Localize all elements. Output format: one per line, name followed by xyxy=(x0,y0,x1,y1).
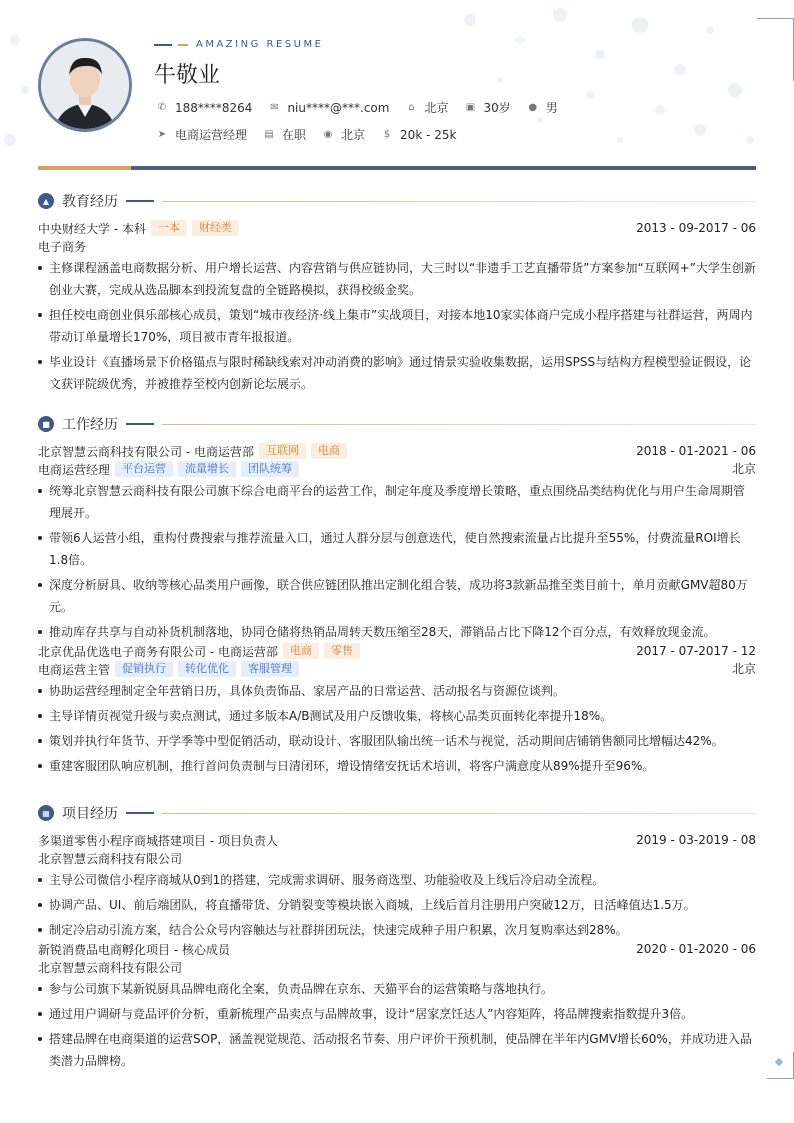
list-item: 主导公司微信小程序商城从0到1的搭建，完成需求调研、服务商选型、功能验收及上线后冷启动全流程。 xyxy=(38,869,756,891)
date-range: 2013 - 09-2017 - 06 xyxy=(636,221,756,235)
project-org-row xyxy=(38,958,756,976)
list-item: 推动库存共享与自动补货机制落地，协同仓储将热销品周转天数压缩至28天，滞销品占比下降12个百分点，有效释放现金流。 xyxy=(38,621,756,643)
section-header xyxy=(38,803,756,823)
major-row xyxy=(38,237,756,255)
gender-icon: ● xyxy=(528,102,538,113)
date-range: 2018 - 01-2021 - 06 xyxy=(636,444,756,458)
send-icon: ➤ xyxy=(157,129,167,140)
section-header xyxy=(38,191,756,211)
city: 北京 xyxy=(731,462,756,476)
list-item: 重建客服团队响应机制，推行首问负责制与日清闭环，增设情绪安抚话术培训，将客户满意度从89%提升至96%。 xyxy=(38,755,756,777)
header-divider xyxy=(38,166,756,170)
tag: 电商 xyxy=(311,443,347,459)
list-item: 深度分析厨具、收纳等核心品类用户画像，联合供应链团队推出定制化组合装，成功将3款新品推至类目前十，单月贡献GMV超80万元。 xyxy=(38,574,756,618)
list-item: 协助运营经理制定全年营销日历，具体负责饰品、家居产品的日常运营、活动报名与资源位谈判。 xyxy=(38,680,756,702)
list-item: 协调产品、UI、前后端团队，将直播带货、分销裂变等模块嵌入商城，上线后首月注册用户突破12万，日活峰值达1.5万。 xyxy=(38,894,756,916)
tag: 互联网 xyxy=(259,443,306,459)
tag: 流量增长 xyxy=(178,461,236,477)
job-intent-row xyxy=(156,126,472,143)
project-bullets xyxy=(38,869,756,941)
corner-decoration-top xyxy=(757,18,794,81)
home-icon: ⌂ xyxy=(408,102,415,113)
project-name: 新锐消费品电商孵化项目 - 核心成员 xyxy=(38,942,230,957)
job-bullets xyxy=(38,480,756,643)
major: 电子商务 xyxy=(38,239,87,254)
company-name: 北京智慧云商科技有限公司 - 电商运营部 xyxy=(38,444,254,459)
tag: 电商 xyxy=(283,643,319,659)
section-title: 教育经历 xyxy=(62,194,118,210)
location-item: ◉ 北京 xyxy=(323,128,366,142)
position-item: ➤ 电商运营经理 xyxy=(157,128,248,142)
project-row xyxy=(38,940,756,958)
project-org: 北京智慧云商科技有限公司 xyxy=(38,851,183,866)
job-bullets xyxy=(38,680,756,777)
tag: 零售 xyxy=(324,643,360,659)
list-item: 通过用户调研与竞品评价分析，重新梳理产品卖点与品牌故事，设计“居家烹饪达人”内容矩阵，将品牌搜索指数提升3倍。 xyxy=(38,1003,756,1025)
company-name: 北京优品优选电子商务有限公司 - 电商运营部 xyxy=(38,644,278,659)
phone-icon: ✆ xyxy=(157,102,167,113)
education-bullets xyxy=(38,257,756,395)
mail-icon: ✉ xyxy=(270,102,279,113)
grid-icon: ▦ xyxy=(38,805,54,821)
list-item: 搭建品牌在电商渠道的运营SOP，涵盖视觉规范、活动报名节奏、用户评价干预机制，使品牌在半年内GMV增长60%，并成功进入品类潜力品牌榜。 xyxy=(38,1028,756,1072)
gender-item: ● 男 xyxy=(528,101,558,115)
company-row xyxy=(38,442,756,460)
role-row xyxy=(38,460,756,478)
list-item: 参与公司旗下某新锐厨具品牌电商化全案，负责品牌在京东、天猫平台的运营策略与落地执行。 xyxy=(38,978,756,1000)
school-name: 中央财经大学 - 本科 xyxy=(38,221,146,236)
city: 北京 xyxy=(731,662,756,676)
list-item: 策划并执行年货节、开学季等中型促销活动，联动设计、客服团队输出统一话术与视觉，活动期间店铺销售额同比增幅达42%。 xyxy=(38,730,756,752)
resume-header xyxy=(38,36,756,166)
tag: 财经类 xyxy=(192,220,239,236)
project-org-row xyxy=(38,849,756,867)
project-org: 北京智慧云商科技有限公司 xyxy=(38,960,183,975)
location-icon: ◉ xyxy=(323,129,333,140)
list-item: 带领6人运营小组，重构付费搜索与推荐流量入口，通过人群分层与创意迭代，使自然搜索流量占比提升至55%，付费流量ROI增长1.8倍。 xyxy=(38,527,756,571)
project-section xyxy=(38,803,756,1075)
age-item: ▣ 30岁 xyxy=(465,101,511,115)
list-item: 统筹北京智慧云商科技有限公司旗下综合电商平台的运营工作，制定年度及季度增长策略，重点围绕品类结构优化与用户生命周期管理展开。 xyxy=(38,480,756,524)
role-row xyxy=(38,660,756,678)
role-title: 电商运营经理 xyxy=(38,462,111,477)
contact-row xyxy=(156,99,574,116)
tag: 一本 xyxy=(151,220,187,236)
list-item: 毕业设计《直播场景下价格锚点与限时稀缺线索对冲动消费的影响》通过情景实验收集数据，运用SPSS与结构方程模型验证假设，论文获评院级优秀，并被推荐至校内创新论坛展示。 xyxy=(38,351,756,395)
list-item: 担任校电商创业俱乐部核心成员，策划“城市夜经济·线上集市”实战项目，对接本地10家实体商户完成小程序搭建与社群运营，两周内带动订单量增长170%，项目被市青年报报道。 xyxy=(38,304,756,348)
briefcase-icon: ▤ xyxy=(264,129,274,140)
project-name: 多渠道零售小程序商城搭建项目 - 项目负责人 xyxy=(38,833,278,848)
candidate-name: 牛敬业 xyxy=(154,63,221,88)
graduation-cap-icon: ▲ xyxy=(38,193,54,209)
section-title: 项目经历 xyxy=(62,806,118,822)
briefcase-icon: ■ xyxy=(38,416,54,432)
salary-icon: $ xyxy=(383,129,391,140)
education-section xyxy=(38,191,756,398)
avatar xyxy=(38,38,132,132)
email-item: ✉ niu****@***.com xyxy=(270,100,390,115)
school-row xyxy=(38,219,756,237)
company-row xyxy=(38,642,756,660)
cake-icon: ▣ xyxy=(465,102,476,113)
work-section xyxy=(38,414,756,780)
tagline-text: AMAZING RESUME xyxy=(196,39,324,50)
status-item: ▤ 在职 xyxy=(264,128,307,142)
date-range: 2017 - 07-2017 - 12 xyxy=(636,644,756,658)
tagline xyxy=(154,39,323,50)
date-range: 2020 - 01-2020 - 06 xyxy=(636,942,756,956)
list-item: 主修课程涵盖电商数据分析、用户增长运营、内容营销与供应链协同，大三时以“非遗手工艺直播带货”方案参加“互联网+”大学生创新创业大赛，完成从选品脚本到投流复盘的全链路模拟，获得校级金奖。 xyxy=(38,257,756,301)
salary-item: $ 20k - 25k xyxy=(381,128,456,142)
project-bullets xyxy=(38,978,756,1072)
section-title: 工作经历 xyxy=(62,417,118,433)
list-item: 制定冷启动引流方案，结合公众号内容触达与社群拼团玩法，快速完成种子用户积累，次月复购率达到28%。 xyxy=(38,919,756,941)
tag: 平台运营 xyxy=(115,461,173,477)
corner-decoration-bottom xyxy=(767,1052,794,1079)
phone-item: ✆ 188****8264 xyxy=(157,100,253,115)
list-item: 主导详情页视觉升级与卖点测试，通过多版本A/B测试及用户反馈收集，将核心品类页面转化率提升18%。 xyxy=(38,705,756,727)
tag: 转化优化 xyxy=(178,661,236,677)
tag: 客服管理 xyxy=(241,661,299,677)
tag: 促销执行 xyxy=(115,661,173,677)
role-title: 电商运营主管 xyxy=(38,662,111,677)
date-range: 2019 - 03-2019 - 08 xyxy=(636,833,756,847)
section-header xyxy=(38,414,756,434)
city-item: ⌂ 北京 xyxy=(405,99,448,116)
project-row xyxy=(38,831,756,849)
tag: 团队统筹 xyxy=(241,461,299,477)
